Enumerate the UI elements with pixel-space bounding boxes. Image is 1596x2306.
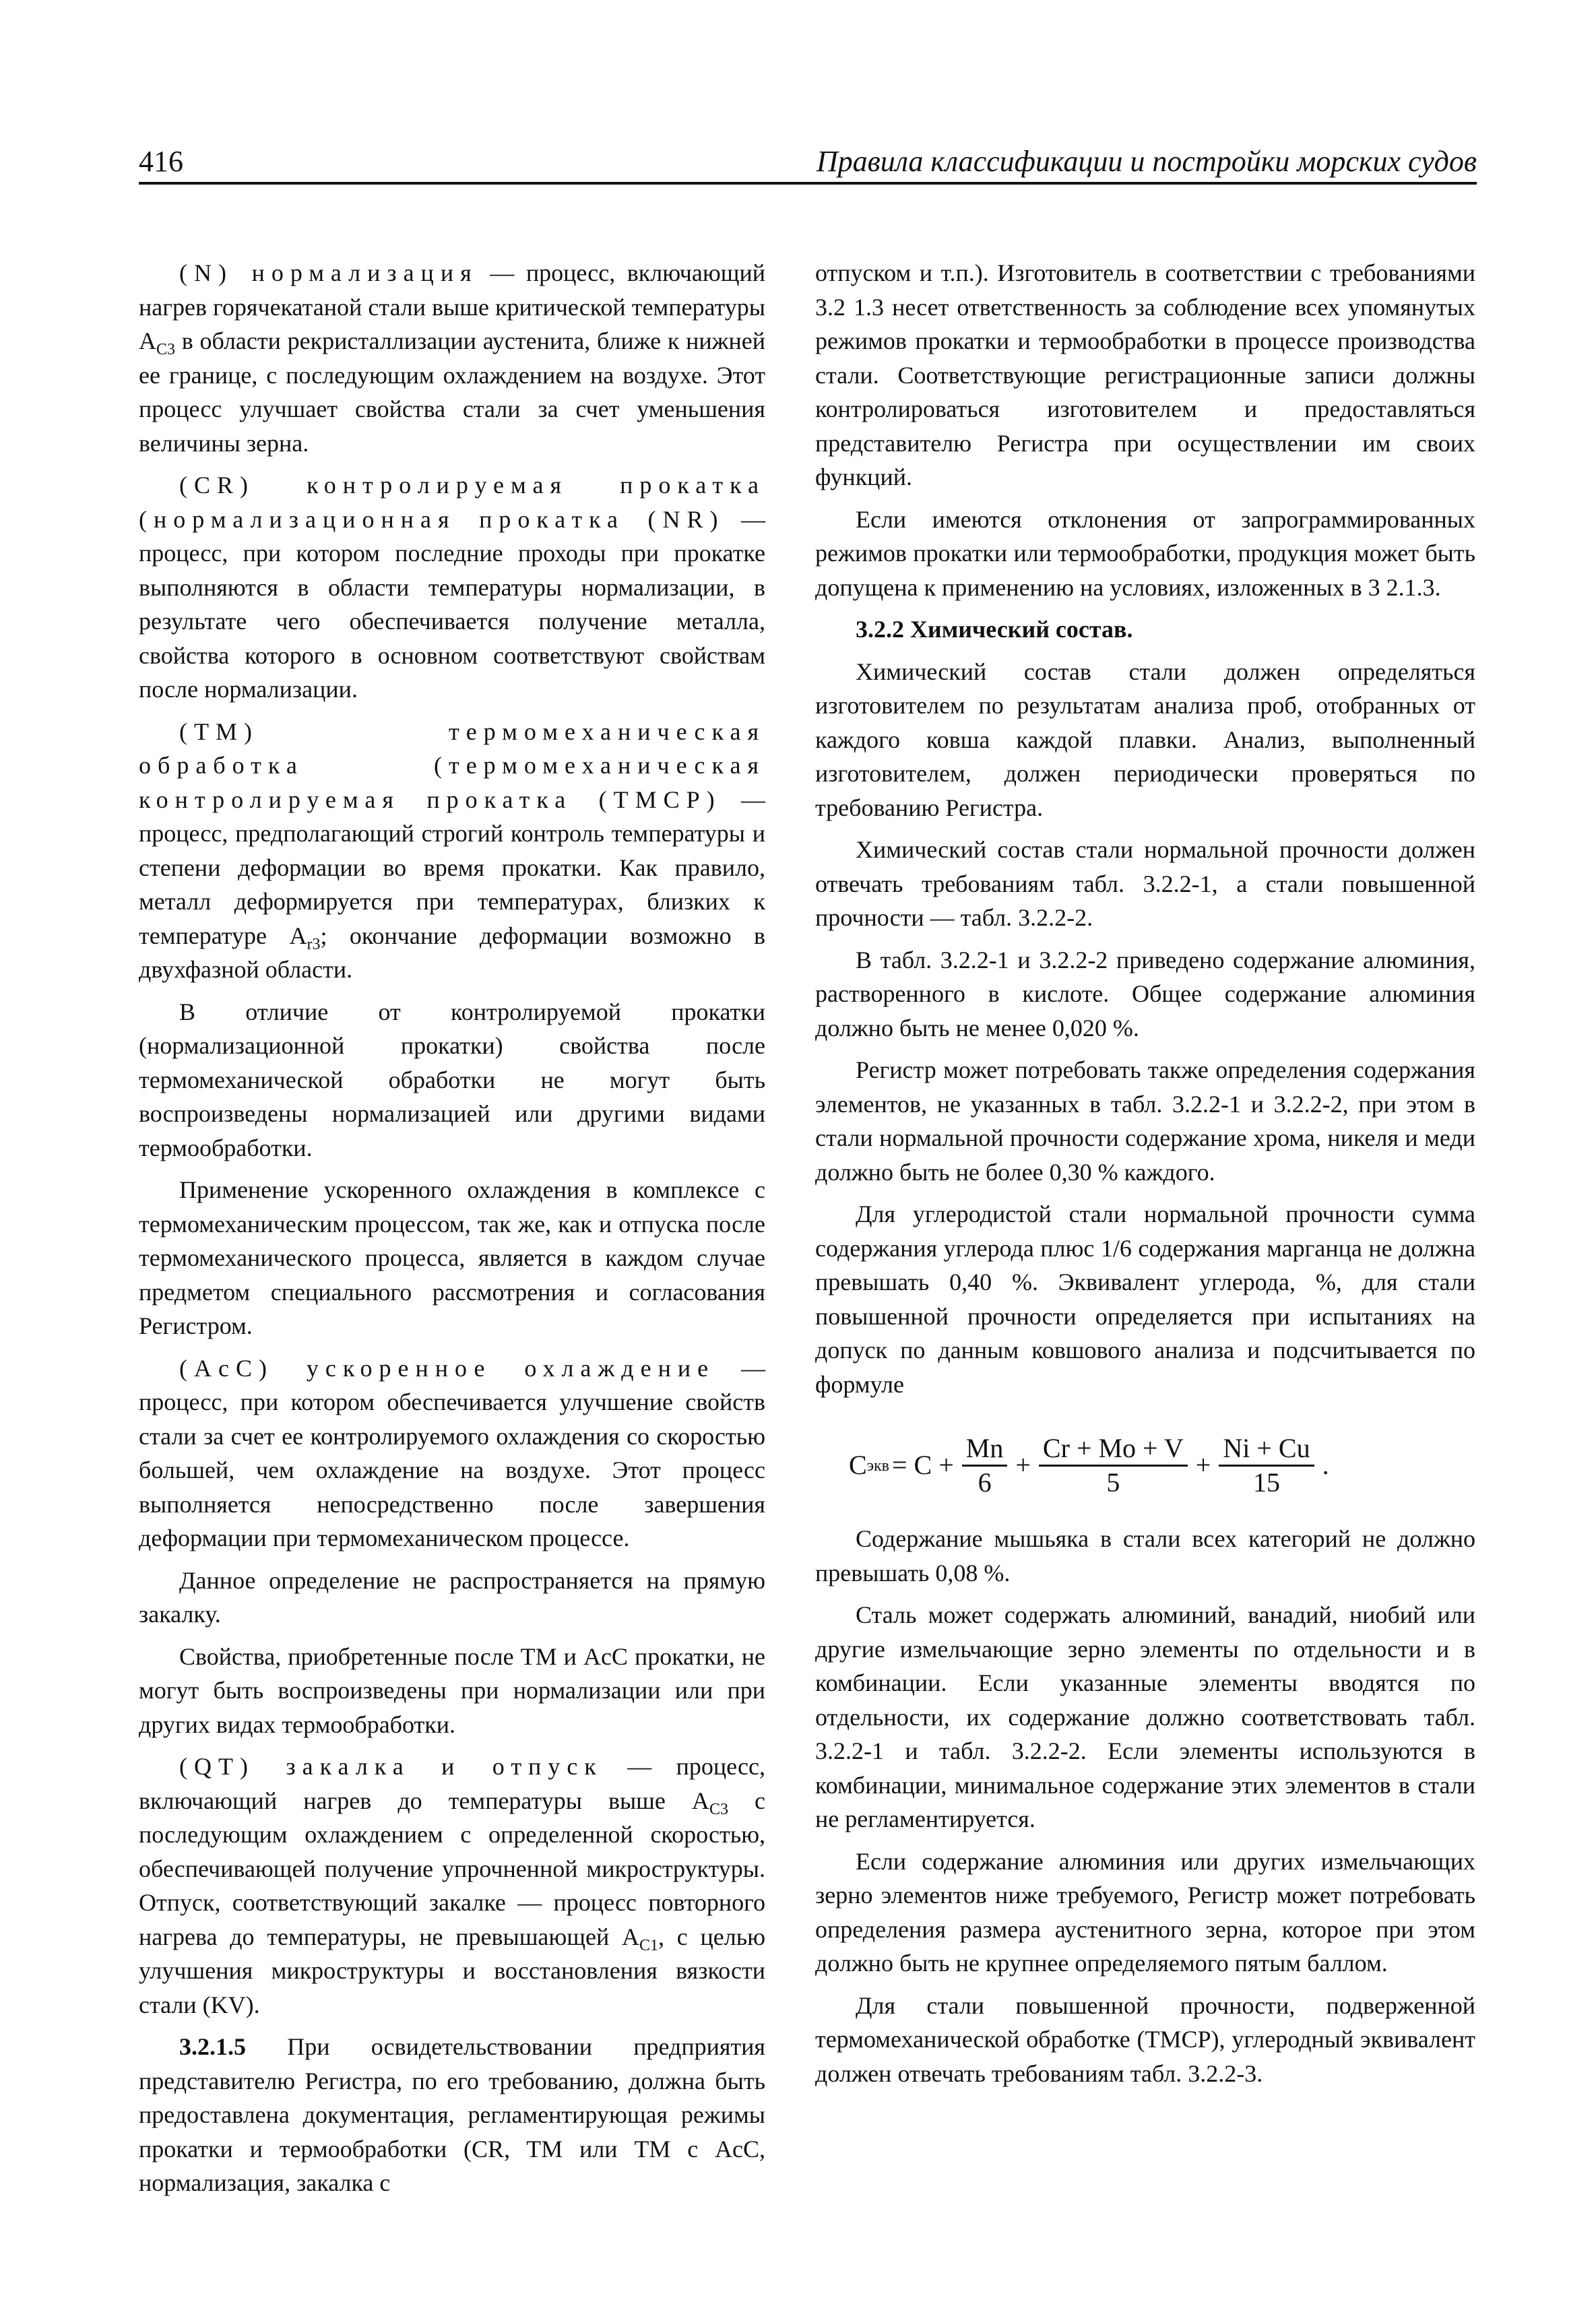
paragraph: Регистр может потребовать также определения содержания элементов, не указанных в табл. 3.2.2-1 и 3.2.2-2, при этом в стали нормальной прочности содержание хрома, никеля и меди должно быть не более 0,30 % каждого.	[815, 1056, 1475, 1186]
paragraph: Свойства, приобретенные после TM и AcC прокатки, не могут быть воспроизведены при нормализации или при других видах термообработки.	[139, 1642, 765, 1738]
definition-thermomechanical: (TM) термомеханическая обработка (термомеханическая контролируемая прокатка (TMCP) — процесс, предполагающий строгий контроль температуры и степени деформации во время прокатки. Как правило, металл деформируется при температурах, близких к температуре $A_{r3}$; окончание деформации возможно в двухфазной области.	[139, 717, 765, 983]
right-column	[815, 256, 1475, 2099]
section-heading: 3.2.2 Химический состав.	[856, 616, 1133, 643]
fraction-cr-mo-v: $\frac{Cr + Mo + V}{5}$	[1039, 1432, 1188, 1499]
paragraph: отпуском и т.п.). Изготовитель в соответствии с требованиями 3.2 1.3 несет ответственность за соблюдение всех упомянутых режимов прокатки и термообработки в процессе производства стали. Соответствующие регистрационные записи должны контролироваться изготовителем и предоставляться представителю Регистра при осуществлении им своих функций.	[815, 259, 1475, 490]
paragraph: Сталь может содержать алюминий, ванадий, ниобий или другие измельчающие зерно элементы по отдельности и в комбинации. Если указанные элементы вводятся по отдельности, их содержание должно соответствовать табл. 3.2.2-1 и табл. 3.2.2-2. Если элементы используются в комбинации, минимальное содержание этих элементов в стали не регламентируется.	[815, 1601, 1475, 1832]
paragraph: Если содержание алюминия или других измельчающих зерно элементов ниже требуемого, Регистр может потребовать определения размера аустенитного зерна, которое при этом должно быть не крупнее определяемого пятым баллом.	[815, 1847, 1475, 1977]
paragraph: Химический состав стали нормальной прочности должен отвечать требованиям табл. 3.2.2-1, а стали повышенной прочности — табл. 3.2.2-2.	[815, 836, 1475, 931]
fraction-mn: $\frac{Mn}{6}$	[962, 1432, 1008, 1499]
page-header	[139, 141, 1477, 185]
running-title: Правила классификации и постройки морских судов	[816, 145, 1477, 178]
clause-3-2-1-5: 3.2.1.5 При освидетельствовании предприятия представителю Регистра, по его требованию, должна быть предоставлена документация, регламентирующая режимы прокатки и термообработки (CR, TM или TM с AcC, нормализация, закалка с	[139, 2033, 765, 2196]
paragraph: Для стали повышенной прочности, подверженной термомеханической обработке (TMCP), углеродный эквивалент должен отвечать требованиям табл. 3.2.2-3.	[815, 1991, 1475, 2087]
definition-accelerated-cooling: (AcC) ускоренное охлаждение — процесс, при котором обеспечивается улучшение свойств стали за счет ее контролируемого охлаждения со скоростью большей, чем охлаждение на воздухе. Этот процесс выполняется непосредственно после завершения деформации при термомеханическом процессе.	[139, 1354, 766, 1551]
paragraph: Химический состав стали должен определяться изготовителем по результатам анализа проб, отобранных от каждого ковша каждой плавки. Анализ, выполненный изготовителем, должен периодически проверяться по требованию Регистра.	[815, 658, 1475, 821]
definition-quench-temper: (QT) закалка и отпуск — процесс, включающий нагрев до температуры выше $A_{C3}$ с последующим охлаждением с определенной скоростью, обеспечивающей получение упрочненной микроструктуры. Отпуск, соответствующий закалке — процесс повторного нагрева до температуры, не превышающей $A_{C1}$, с целью улучшения микроструктуры и восстановления вязкости стали (KV).	[139, 1753, 766, 2018]
page-number: 416	[139, 145, 183, 178]
left-column	[139, 256, 765, 2208]
fraction-ni-cu: $\frac{Ni + Cu}{15}$	[1219, 1432, 1314, 1499]
paragraph: В отличие от контролируемой прокатки (нормализационной прокатки) свойства после термомеханической обработки не могут быть воспроизведены нормализацией или другими видами термообработки.	[139, 998, 765, 1161]
definition-controlled-rolling: (CR) контролируемая прокатка (нормализационная прокатка (NR) — процесс, при котором последние проходы при прокатке выполняются в области температуры нормализации, в результате чего обеспечивается получение металла, свойства которого в основном соответствуют свойствам после нормализации.	[139, 472, 766, 703]
paragraph: Применение ускоренного охлаждения в комплексе с термомеханическим процессом, так же, как и отпуска после термомеханического процесса, является в каждом случае предметом специального рассмотрения и согласования Регистром.	[139, 1176, 765, 1339]
paragraph: Для углеродистой стали нормальной прочности сумма содержания углерода плюс 1/6 содержания марганца не должна превышать 0,40 %. Эквивалент углерода, %, для стали повышенной прочности определяется при испытаниях на допуск по данным ковшового анализа и подсчитывается по формуле	[815, 1200, 1475, 1398]
definition-normalization: (N) нормализация — процесс, включающий нагрев горячекатаной стали выше критической температуры $A_{C3}$ в области рекристаллизации аустенита, ближе к нижней ее границе, с последующим охлаждением на воздухе. Этот процесс улучшает свойства стали за счет уменьшения величины зерна.	[139, 259, 765, 457]
paragraph: Данное определение не распространяется на прямую закалку.	[139, 1566, 765, 1628]
paragraph: Если имеются отклонения от запрограммированных режимов прокатки или термообработки, продукция может быть допущена к применению на условиях, изложенных в 3 2.1.3.	[815, 505, 1475, 601]
carbon-equivalent-formula: C экв = C + $\frac{Mn}{6}$ + $\frac{Cr + Mo + V}{5}$ + $\frac{Ni + Cu}{15}$ .	[849, 1433, 1329, 1498]
paragraph: В табл. 3.2.2-1 и 3.2.2-2 приведено содержание алюминия, растворенного в кислоте. Общее содержание алюминия должно быть не менее 0,020 %.	[815, 946, 1475, 1042]
paragraph: Содержание мышьяка в стали всех категорий не должно превышать 0,08 %.	[815, 1525, 1475, 1587]
